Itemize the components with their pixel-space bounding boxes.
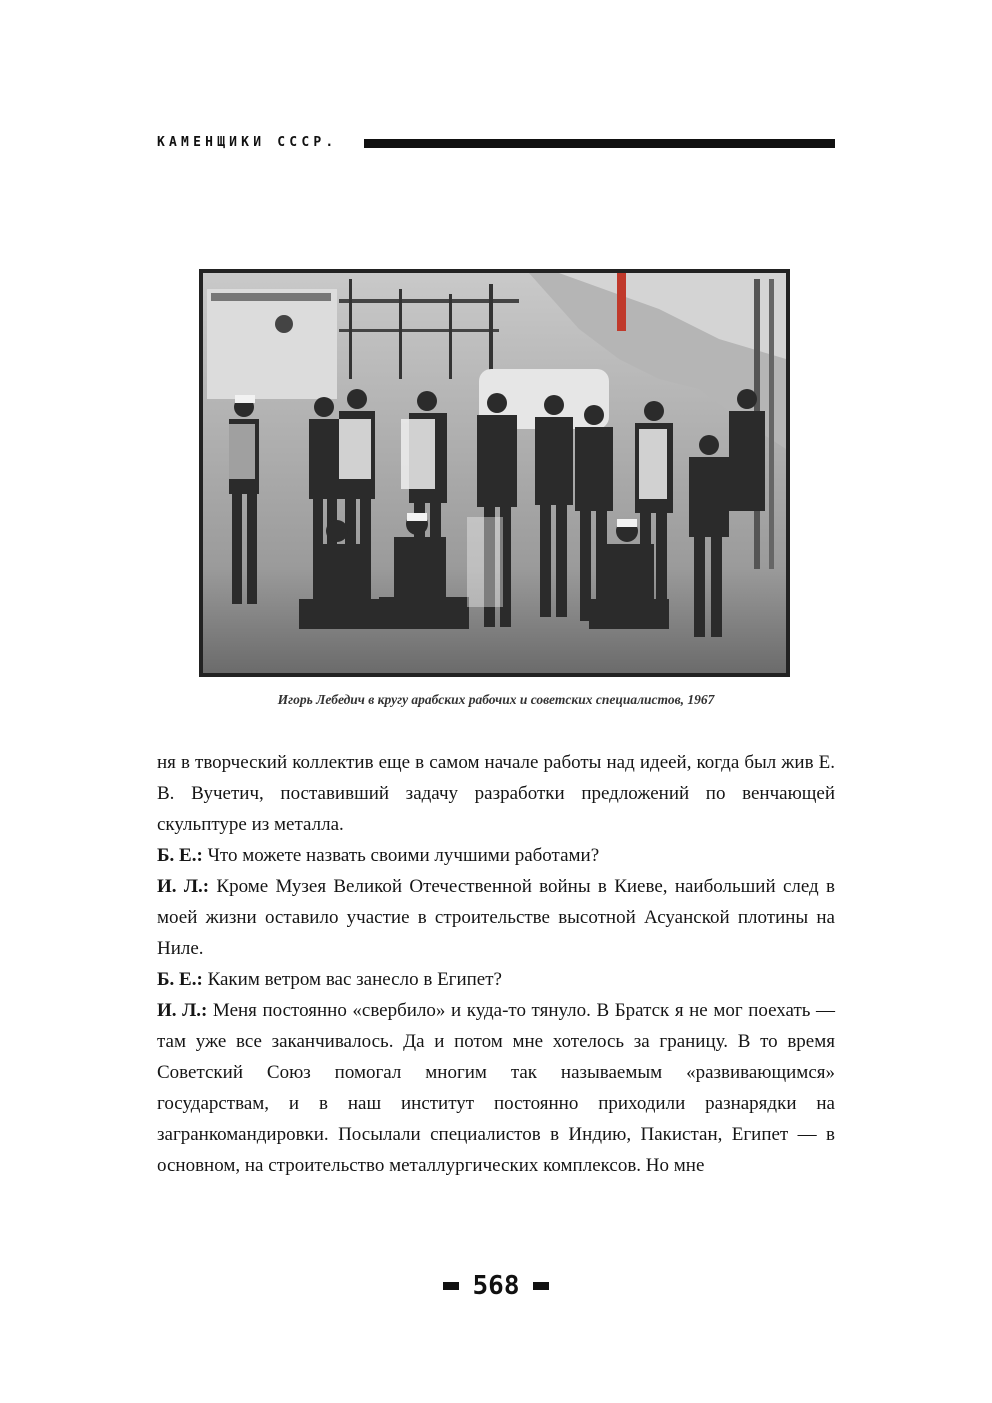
page-footer	[0, 1271, 992, 1301]
paragraph	[157, 871, 835, 964]
speaker-label: И. Л.:	[157, 1000, 208, 1021]
paragraph-text: Кроме Музея Великой Отечественной войны в Киеве, наибольший след в моей жизни оставило участие в строительстве высотной Асуанской плотины на Ниле.	[157, 876, 835, 959]
paragraph	[157, 995, 835, 1181]
paragraph	[157, 747, 835, 840]
footer-right-mark	[533, 1282, 549, 1290]
photo-illustration	[199, 269, 790, 677]
header-rule	[364, 139, 835, 148]
paragraph	[157, 840, 835, 871]
photo	[199, 269, 790, 677]
paragraph-text: Меня постоянно «свербило» и куда-то тянуло. В Братск я не мог поехать — там уже все заканчивалось. Да и потом мне хотелось за границу. В то время Советский Союз помогал многим так называемым «развивающимся» государствам, и в наш институт постоянно приходили разнарядки на загранкомандировки. Посылали специалистов в Индию, Пакистан, Египет — в основном, на строительство металлургических комплексов. Но мне	[157, 1000, 836, 1176]
speaker-label: Б. Е.:	[157, 969, 203, 990]
photo-caption: Игорь Лебедич в кругу арабских рабочих и советских специалистов, 1967	[277, 692, 715, 707]
interview-text	[157, 747, 835, 1181]
speaker-label: Б. Е.:	[157, 845, 203, 866]
footer-left-mark	[443, 1282, 459, 1290]
paragraph-text: Что можете назвать своими лучшими работами?	[207, 845, 600, 866]
speaker-label: И. Л.:	[157, 876, 210, 897]
paragraph-text: ня в творческий коллектив еще в самом начале работы над идеей, когда был жив Е. В. Вучетич, поставивший задачу разработки предложений по венчающей скульптуре из металла.	[157, 752, 835, 835]
book-title: КАМЕНЩИКИ СССР.	[157, 135, 338, 150]
running-header	[157, 134, 835, 154]
paragraph-text: Каким ветром вас занесло в Египет?	[207, 969, 502, 990]
page-number: 568	[472, 1271, 520, 1301]
paragraph	[157, 964, 835, 995]
